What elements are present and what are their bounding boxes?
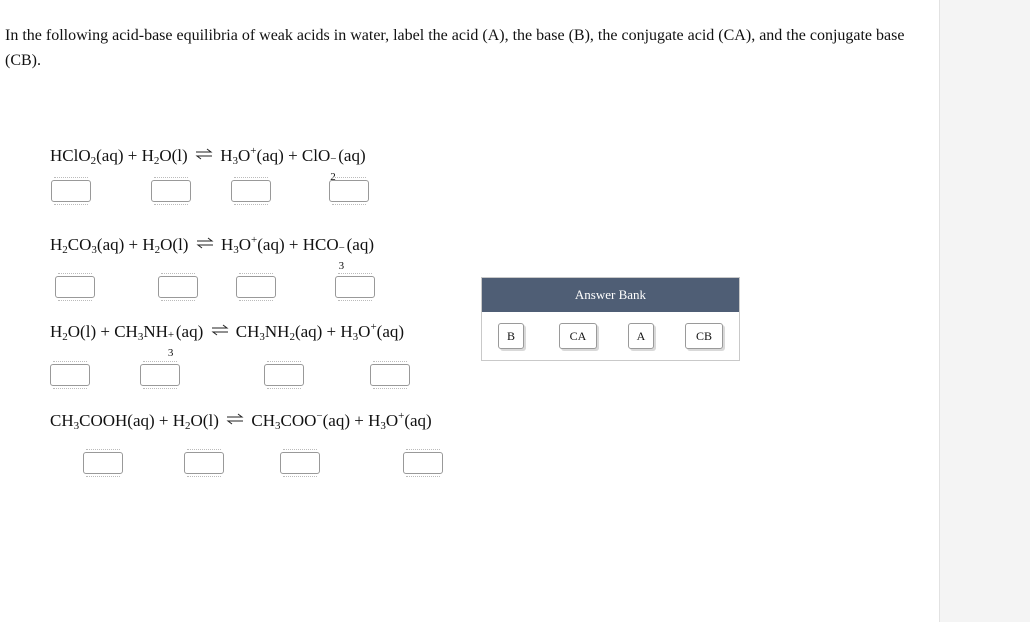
drop-target-1-1[interactable] xyxy=(51,180,91,202)
drop-target-3-3[interactable] xyxy=(264,364,304,386)
answer-chip-a[interactable]: A xyxy=(628,323,654,349)
answer-chip-b[interactable]: B xyxy=(498,323,524,349)
drop-target-4-1[interactable] xyxy=(83,452,123,474)
drop-target-4-2[interactable] xyxy=(184,452,224,474)
drop-target-3-4[interactable] xyxy=(370,364,410,386)
drop-target-1-2[interactable] xyxy=(151,180,191,202)
drop-target-4-4[interactable] xyxy=(403,452,443,474)
equilibrium-arrow-icon xyxy=(226,413,244,425)
drop-target-2-3[interactable] xyxy=(236,276,276,298)
equation-3: $H_2O(l) + CH_3NH$ + 3 (aq) $CH_3NH_2(aq) + H_3O^+(aq)$ xyxy=(50,321,405,359)
drop-target-3-2[interactable] xyxy=(140,364,180,386)
drop-target-3-1[interactable] xyxy=(50,364,90,386)
drop-target-4-3[interactable] xyxy=(280,452,320,474)
drop-target-1-4[interactable] xyxy=(329,180,369,202)
answer-bank xyxy=(481,277,740,361)
equation-4: $CH_3COOH(aq) + H_2O(l)$ $CH_3COO^-(aq) + H_3O^+(aq)$ xyxy=(50,410,432,432)
drop-target-2-4[interactable] xyxy=(335,276,375,298)
equilibrium-arrow-icon xyxy=(195,148,213,160)
answer-chip-cb[interactable]: CB xyxy=(685,323,723,349)
equilibrium-arrow-icon xyxy=(196,237,214,249)
right-sidebar xyxy=(939,0,1030,622)
instructions-text: In the following acid-base equilibria of weak acids in water, label the acid (A), the base (B), the conjugate acid (CA), and the conjugate base (CB). xyxy=(5,27,905,69)
drop-target-2-1[interactable] xyxy=(55,276,95,298)
equilibrium-arrow-icon xyxy=(211,324,229,336)
drop-target-1-3[interactable] xyxy=(231,180,271,202)
drop-target-2-2[interactable] xyxy=(158,276,198,298)
equation-2: $H_2CO_3(aq) + H_2O(l)$ $H_3O^+(aq)$ + HCO − 3 (aq) xyxy=(50,234,374,272)
equation-1: HClO$_2$(aq) + $H_2O(l)$ $H_3O^+(aq)$ + ClO − (aq) xyxy=(50,145,366,167)
answer-chip-ca[interactable]: CA xyxy=(559,323,597,349)
answer-bank-title: Answer Bank xyxy=(482,278,739,312)
